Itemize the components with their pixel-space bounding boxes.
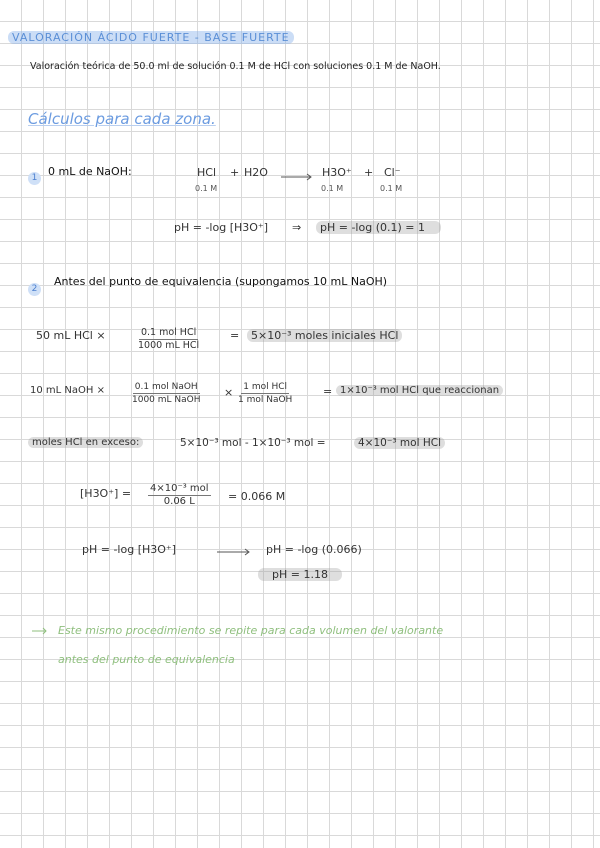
plus-sign-2: +	[364, 166, 374, 179]
product-hydronium: H3O⁺	[322, 166, 352, 179]
note-line-1: Este mismo procedimiento se repite para cada volumen del valorante	[58, 624, 444, 637]
conc-result: = 0.066 M	[228, 490, 286, 503]
ph-left: pH = -log [H3O⁺]	[82, 543, 177, 556]
reactant-water: H2O	[244, 166, 268, 179]
calc1-result: 5×10⁻³ moles iniciales HCl	[247, 329, 402, 342]
ph-mid: pH = -log (0.066)	[266, 543, 362, 556]
calc2-fraction-2: $\frac{\text{1 mol HCl}}{\text{1 mol NaOH}}$	[238, 382, 293, 405]
conc-hcl: 0.1 M	[195, 184, 218, 193]
conc-hydronium: 0.1 M	[321, 184, 344, 193]
note-arrow-icon	[32, 628, 50, 634]
long-arrow-icon	[217, 549, 253, 555]
excess-result: 4×10⁻³ mol HCl	[354, 437, 445, 449]
plus-sign: +	[230, 166, 240, 179]
ph-formula-1: pH = -log [H3O⁺]	[174, 221, 269, 234]
conc-left: [H3O⁺] =	[80, 487, 132, 500]
calc1-fraction: $\frac{\text{0.1 mol HCl}}{\text{1000 mL HCl}}$	[138, 327, 200, 351]
step1-label: 0 mL de NaOH:	[48, 165, 132, 178]
implies-icon: ⇒	[292, 221, 302, 234]
calc1-equals: =	[230, 329, 240, 342]
subtitle: Valoración teórica de 50.0 ml de solución 0.1 M de HCl con soluciones 0.1 M de NaOH.	[30, 61, 441, 72]
page-title: VALORACIÓN ÁCIDO FUERTE - BASE FUERTE	[8, 31, 294, 44]
excess-calc: 5×10⁻³ mol - 1×10⁻³ mol =	[180, 437, 326, 449]
conc-chloride: 0.1 M	[380, 184, 403, 193]
calc2-times: ×	[224, 386, 234, 399]
step2-label: Antes del punto de equivalencia (supongamos 10 mL NaOH)	[54, 275, 388, 288]
ph-result-1: pH = -log (0.1) = 1	[316, 221, 441, 234]
section-heading: Cálculos para cada zona.	[28, 110, 216, 128]
calc1-left: 50 mL HCl ×	[36, 329, 106, 342]
calc2-result: 1×10⁻³ mol HCl que reaccionan	[336, 385, 503, 396]
note-line-2: antes del punto de equivalencia	[58, 653, 235, 666]
reaction-arrow-icon	[281, 174, 315, 180]
calc2-left: 10 mL NaOH ×	[30, 385, 105, 396]
product-chloride: Cl⁻	[384, 166, 401, 179]
conc-fraction: $\frac{\text{4×10⁻³ mol}}{0.06 L}$	[150, 483, 209, 507]
reactant-hcl: HCl	[197, 166, 217, 179]
ph-final: pH = 1.18	[258, 568, 342, 581]
step-number-2: 2	[28, 276, 41, 296]
excess-label: moles HCl en exceso:	[28, 437, 143, 448]
step-number-1: 1	[28, 165, 41, 185]
calc2-fraction-1: $\frac{\text{0.1 mol NaOH}}{\text{1000 mL NaOH}}$	[132, 382, 201, 405]
calc2-equals: =	[323, 385, 333, 398]
